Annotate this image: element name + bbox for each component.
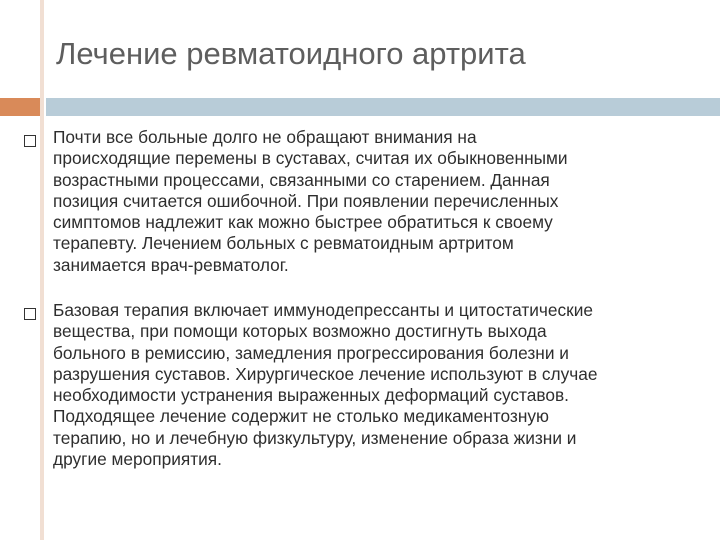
text-line: позиция считается ошибочной. При появлении перечисленных: [53, 190, 559, 211]
text-line: Подходящее лечение содержит не столько медикаментозную: [53, 406, 549, 427]
bullet-text-1: [53, 127, 568, 276]
text-line: вещества, при помощи которых возможно достигнуть выхода: [53, 321, 547, 342]
text-line: Почти все больные долго не обращают внимания на: [53, 127, 477, 147]
text-line: возрастными процессами, связанными со старением. Данная: [53, 169, 550, 190]
bullet-text-2: [53, 300, 597, 470]
text-line: занимается врач-ревматолог.: [53, 254, 289, 275]
text-line: необходимости устранения выраженных деформаций суставов.: [53, 385, 569, 406]
text-line: происходящие перемены в суставах, считая их обыкновенными: [53, 148, 568, 169]
text-line: симптомов надлежит как можно быстрее обратиться к своему: [53, 212, 553, 233]
text-line: разрушения суставов. Хирургическое лечение используют в случае: [53, 363, 598, 384]
text-line: терапевту. Лечением больных с ревматоидным артритом: [53, 233, 514, 254]
text-line: другие мероприятия.: [53, 449, 222, 470]
text-line: Базовая терапия включает иммунодепрессанты и цитостатические: [53, 300, 593, 320]
text-line: терапию, но и лечебную физкультуру, изменение образа жизни и: [53, 427, 577, 448]
slide-title: Лечение ревматоидного артрита: [56, 36, 526, 71]
text-line: больного в ремиссию, замедления прогрессирования болезни и: [53, 342, 569, 363]
square-bullet-icon: [24, 135, 36, 147]
square-bullet-icon: [24, 308, 36, 320]
